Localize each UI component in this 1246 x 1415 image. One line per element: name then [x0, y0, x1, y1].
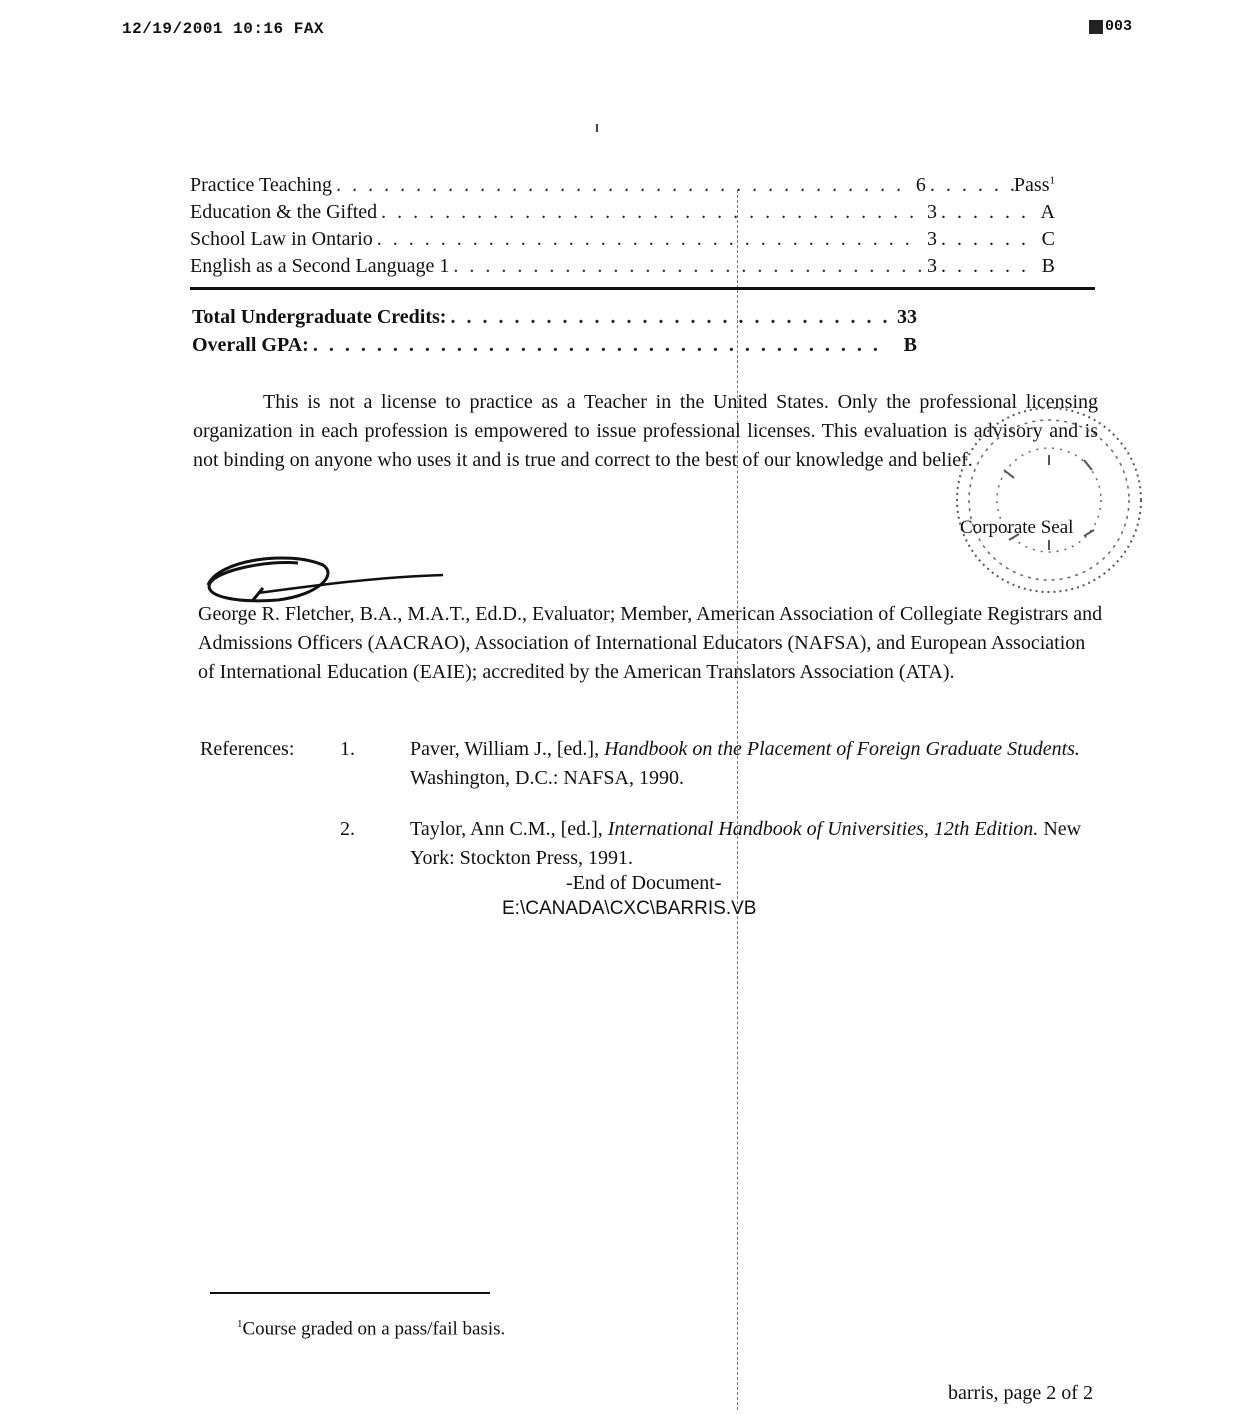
leader-dots	[309, 334, 889, 357]
total-credits-value: 33	[897, 306, 917, 328]
total-credits-row	[192, 306, 917, 334]
corporate-seal-label: Corporate Seal	[960, 517, 1074, 538]
course-grade: C	[1041, 228, 1055, 250]
footnote-mark: 1	[1049, 174, 1055, 187]
references-label-spacer	[200, 815, 340, 873]
corporate-seal-stamp	[934, 400, 1164, 600]
course-grade-value: Pass	[1013, 174, 1050, 196]
page-label: barris, page 2 of 2	[948, 1382, 1093, 1404]
reference-publisher: New York: Stockton Press, 1991.	[410, 818, 1082, 869]
course-row	[190, 255, 1055, 282]
total-credits-label: Total Undergraduate Credits:	[192, 306, 447, 328]
overall-gpa-value: B	[903, 334, 917, 356]
file-path: E:\CANADA\CXC\BARRIS.VB	[502, 898, 757, 919]
reference-title: Handbook on the Placement of Foreign Graduate Students.	[604, 738, 1080, 760]
totals-divider	[190, 287, 1095, 290]
course-credits: 3	[927, 228, 937, 250]
fax-page-box-icon	[1089, 20, 1103, 34]
scan-speck	[596, 124, 598, 132]
course-credits: 3	[927, 255, 937, 277]
course-grade: B	[1041, 255, 1055, 277]
end-of-document: -End of Document-	[566, 872, 722, 894]
overall-gpa-row	[192, 334, 917, 362]
course-row	[190, 174, 1055, 201]
leader-dots	[332, 174, 910, 197]
course-grade: A	[1040, 201, 1055, 223]
footnote	[237, 1318, 505, 1340]
reference-citation	[410, 735, 1110, 793]
reference-item	[200, 735, 1110, 793]
references-label: References:	[200, 738, 295, 760]
leader-dots	[446, 306, 889, 329]
course-list	[190, 174, 1055, 282]
reference-author: Paver, William J., [ed.],	[410, 738, 605, 760]
leader-dots	[937, 201, 1025, 224]
course-name: Education & the Gifted	[190, 201, 378, 223]
course-grade	[1014, 174, 1055, 197]
fax-page-indicator	[1089, 18, 1132, 35]
evaluator-credentials: George R. Fletcher, B.A., M.A.T., Ed.D., Evaluator; Member, American Association of Collegiate Registrars and Admissions Officers (AACRAO), Association of International Educators (NAFSA), and European Association of International Education (EAIE); accredited by the American Translators Association (ATA).	[198, 603, 1103, 683]
totals-section	[192, 306, 917, 362]
course-credits: 6	[915, 174, 926, 196]
course-row	[190, 201, 1055, 228]
overall-gpa-label: Overall GPA:	[192, 334, 309, 356]
license-disclaimer: This is not a license to practice as a Teacher in the United States. Only the professional licensing organization in each profession is empowered to issue professional licenses. This evaluation is advisory and is not binding on anyone who uses it and is true and correct to the best of our knowledge and belief.	[193, 391, 1098, 471]
leader-dots	[937, 255, 1025, 278]
fax-timestamp: 12/19/2001 10:16 FAX	[122, 20, 325, 38]
course-credits: 3	[927, 201, 937, 223]
footnote-text: Course graded on a pass/fail basis.	[242, 1318, 506, 1340]
reference-number: 2.	[340, 818, 355, 840]
leader-dots	[937, 228, 1025, 251]
footnote-mark: 1	[237, 1318, 243, 1330]
leader-dots	[926, 174, 1014, 197]
leader-dots	[449, 255, 921, 278]
leader-dots	[377, 201, 921, 224]
fax-page-number: 003	[1104, 18, 1132, 35]
reference-item	[200, 815, 1110, 873]
reference-citation	[410, 815, 1110, 873]
reference-publisher: Washington, D.C.: NAFSA, 1990.	[410, 767, 684, 789]
reference-author: Taylor, Ann C.M., [ed.],	[410, 818, 608, 840]
course-row	[190, 228, 1055, 255]
course-name: School Law in Ontario	[190, 228, 373, 250]
reference-number: 1.	[340, 738, 355, 760]
footnote-divider	[210, 1292, 490, 1294]
course-name: English as a Second Language 1	[190, 255, 450, 277]
course-name: Practice Teaching	[190, 174, 333, 196]
leader-dots	[373, 228, 921, 251]
reference-title: International Handbook of Universities, 12th Edition.	[607, 818, 1039, 840]
references-section	[200, 735, 1110, 895]
